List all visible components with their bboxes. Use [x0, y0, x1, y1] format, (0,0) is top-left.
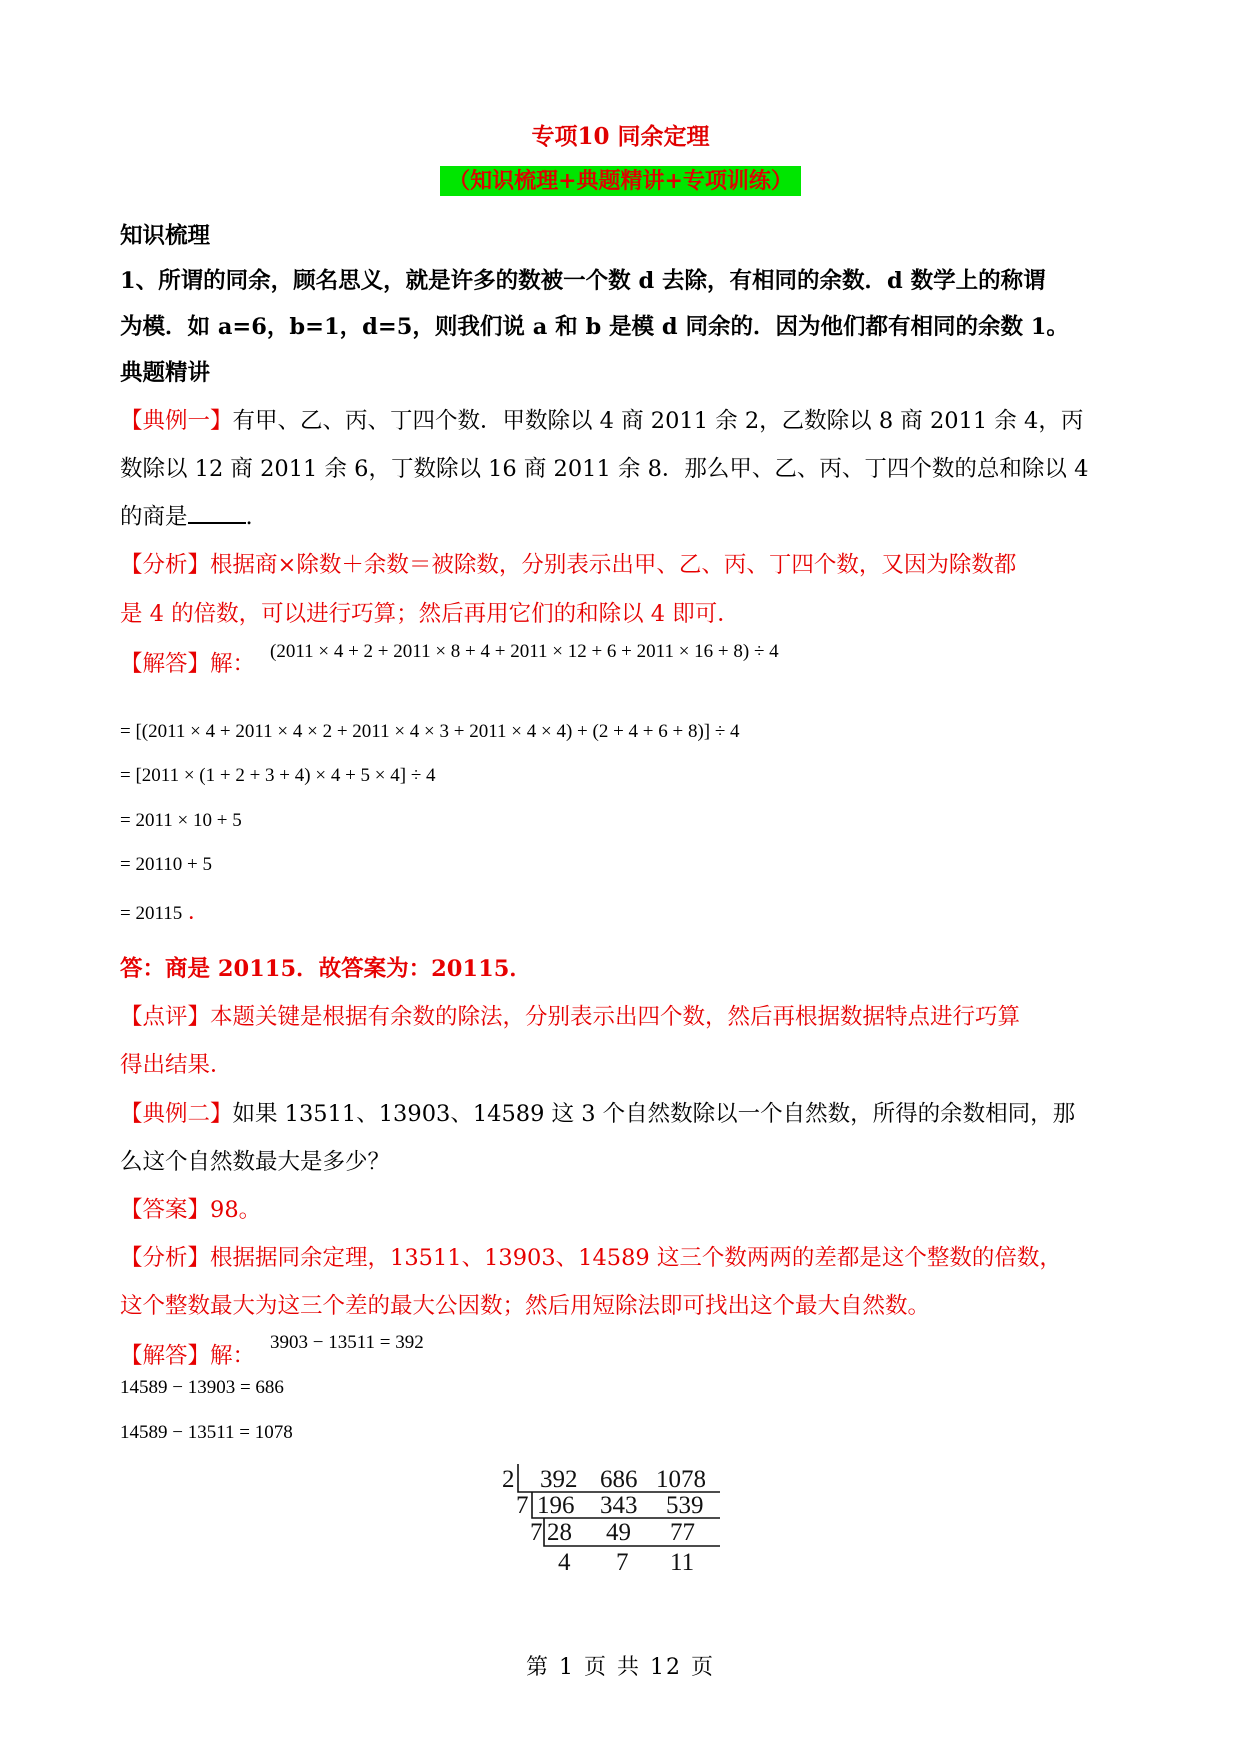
example1-comment-text1: 本题关键是根据有余数的除法，分别表示出四个数，然后再根据数据特点进行巧算	[210, 1004, 1021, 1030]
example2-question-line2: 么这个自然数最大是多少？	[120, 1149, 391, 1175]
row2-value-1: 196	[537, 1492, 575, 1519]
example2-tag: 【典例二】	[120, 1101, 233, 1127]
example1-equation-2: = [2011 × (1 + 2 + 3 + 4) × 4 + 5 × 4] ÷ 4	[120, 765, 436, 786]
example2-answer-tag: 【答案】	[120, 1197, 211, 1223]
page-footer: 第 1 页 共 12 页	[526, 1655, 715, 1680]
example2-equation-2: 14589 − 13511 = 1078	[120, 1422, 293, 1443]
row1-value-2: 686	[600, 1466, 638, 1493]
example1-equation-4: = 20110 + 5	[120, 854, 212, 875]
example1-equation-5-text: = 20115	[120, 903, 183, 924]
example1-comment-line1	[120, 999, 1130, 1031]
example1-comment-tag: 【点评】	[120, 1004, 211, 1030]
divisor-3: 7	[530, 1519, 543, 1546]
example2-analysis-tag: 【分析】	[120, 1245, 211, 1271]
row3-value-2: 49	[606, 1519, 631, 1546]
row2-value-3: 539	[666, 1492, 704, 1519]
example2-equation-0: 3903 − 13511 = 392	[270, 1332, 424, 1353]
example1-question-line3	[120, 499, 1130, 531]
row2-value-2: 343	[600, 1492, 638, 1519]
example2-answer-line	[120, 1192, 1130, 1224]
example1-equation-5	[120, 899, 194, 926]
answer-blank	[188, 502, 246, 524]
example1-analysis-line1	[120, 547, 1130, 579]
example1-equation-3: = 2011 × 10 + 5	[120, 810, 242, 831]
row1-value-1: 392	[540, 1466, 578, 1493]
row1-value-3: 1078	[656, 1466, 706, 1493]
divisor-2: 7	[516, 1492, 529, 1519]
example1-question-line1	[120, 403, 1130, 435]
example1-question-text1: 有甲、乙、丙、丁四个数．甲数除以 4 商 2011 余 2，乙数除以 8 商 2011 余 4，丙	[232, 408, 1084, 434]
section-heading-knowledge: 知识梳理	[120, 223, 211, 249]
example1-tag: 【典例一】	[120, 408, 233, 434]
example1-equation-1: = [(2011 × 4 + 2011 × 4 × 2 + 2011 × 4 × 3 + 2011 × 4 × 4) + (2 + 4 + 6 + 8)] ÷ 4	[120, 721, 740, 742]
example2-equation-1: 14589 − 13903 = 686	[120, 1377, 284, 1398]
example2-question-line1	[120, 1096, 1130, 1128]
example1-question-line2: 数除以 12 商 2011 余 6，丁数除以 16 商 2011 余 8．那么甲、乙、丙、丁四个数的总和除以 4	[120, 456, 1089, 482]
example1-comment-line2: 得出结果．	[120, 1052, 233, 1078]
example2-question-text1: 如果 13511、13903、14589 这 3 个自然数除以一个自然数，所得的余数相同，那	[232, 1101, 1076, 1127]
short-division-figure	[490, 1460, 750, 1585]
example2-analysis-line2: 这个整数最大为这三个差的最大公因数；然后用短除法即可找出这个最大自然数。	[120, 1293, 931, 1319]
example1-question-period: .	[245, 504, 253, 530]
quotient-1: 4	[558, 1549, 571, 1576]
example2-answer-text: 98。	[210, 1197, 262, 1223]
example1-equation-5-dot: .	[188, 899, 195, 925]
section-heading-examples: 典题精讲	[120, 360, 211, 386]
row3-value-1: 28	[547, 1519, 572, 1546]
example1-question-text3: 的商是	[120, 504, 188, 530]
example2-analysis-line1	[120, 1240, 1130, 1272]
divisor-1: 2	[502, 1466, 515, 1493]
example1-equation-0: (2011 × 4 + 2 + 2011 × 8 + 4 + 2011 × 12 + 6 + 2011 × 16 + 8) ÷ 4	[270, 641, 779, 662]
example2-solution-tag: 【解答】解：	[120, 1343, 256, 1369]
quotient-3: 11	[670, 1549, 695, 1576]
knowledge-paragraph-line2: 为模．如 a=6，b=1，d=5，则我们说 a 和 b 是模 d 同余的．因为他们都有相同的余数 1。	[120, 314, 1069, 340]
page-title: 专项10 同余定理	[531, 123, 710, 150]
row3-value-3: 77	[670, 1519, 695, 1546]
example1-analysis-tag: 【分析】	[120, 552, 211, 578]
subtitle-wrap	[0, 166, 1241, 196]
example2-analysis-text1: 根据据同余定理，13511、13903、14589 这三个数两两的差都是这个整数的倍数，	[210, 1245, 1062, 1271]
knowledge-paragraph-line1: 1、所谓的同余，顾名思义，就是许多的数被一个数 d 去除，有相同的余数．d 数学上的称谓	[120, 268, 1046, 294]
example1-analysis-line2: 是 4 的倍数，可以进行巧算；然后再用它们的和除以 4 即可．	[120, 601, 740, 627]
quotient-2: 7	[616, 1549, 629, 1576]
example1-answer: 答：商是 20115．故答案为：20115．	[120, 956, 532, 982]
example1-analysis-text1: 根据商×除数＋余数＝被除数，分别表示出甲、乙、丙、丁四个数，又因为除数都	[210, 552, 1017, 578]
example1-solution-tag: 【解答】解：	[120, 651, 256, 677]
page-subtitle: （知识梳理+典题精讲+专项训练）	[440, 166, 801, 196]
